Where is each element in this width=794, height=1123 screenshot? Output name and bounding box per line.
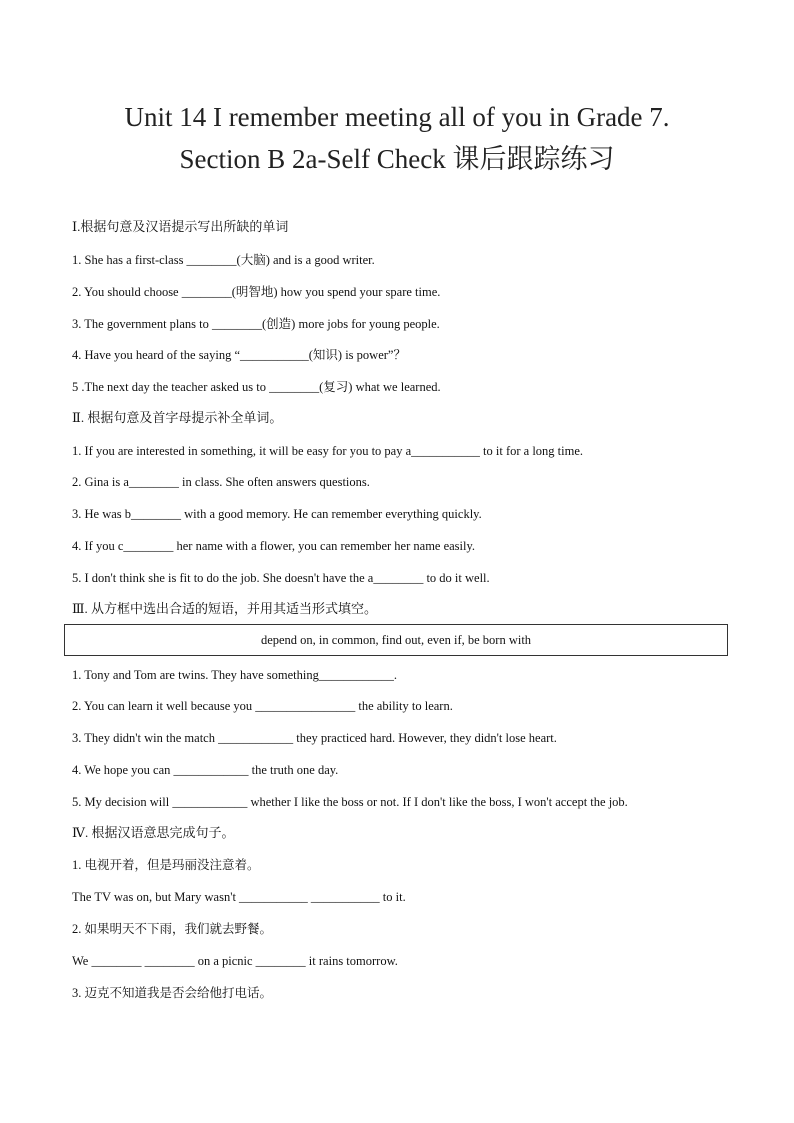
section1-item-3: 3. The government plans to ________(创造) more jobs for young people.: [72, 317, 440, 331]
section2-item-5: 5. I don't think she is fit to do the job. She doesn't have the a________ to do it well.: [72, 571, 490, 585]
phrase-box: [64, 624, 728, 656]
section3-item-4: 4. We hope you can ____________ the truth one day.: [72, 763, 339, 777]
section4-item-1-en: The TV was on, but Mary wasn't ___________ ___________ to it.: [72, 890, 406, 904]
section2-item-4: 4. If you c________ her name with a flower, you can remember her name easily.: [72, 539, 476, 553]
section2-item-3: 3. He was b________ with a good memory. He can remember everything quickly.: [72, 507, 482, 521]
section3-item-1: 1. Tony and Tom are twins. They have something____________.: [72, 668, 397, 682]
section4-heading: Ⅳ. 根据汉语意思完成句子。: [72, 825, 235, 840]
section3-item-5: 5. My decision will ____________ whether I like the boss or not. If I don't like the boss, I won't accept the job.: [72, 795, 628, 809]
section1-item-2: 2. You should choose ________(明智地) how you spend your spare time.: [72, 285, 441, 299]
section4-item-2-en: We ________ ________ on a picnic ________ it rains tomorrow.: [72, 954, 398, 968]
section4-item-2-cn: 2. 如果明天不下雨，我们就去野餐。: [72, 922, 273, 936]
section3-heading: Ⅲ. 从方框中选出合适的短语，并用其适当形式填空。: [72, 601, 378, 616]
page-title-line2: Section B 2a-Self Check 课后跟踪练习: [179, 144, 615, 174]
section2-heading: Ⅱ. 根据句意及首字母提示补全单词。: [72, 410, 283, 425]
phrase-box-text: depend on, in common, find out, even if, be born with: [260, 632, 532, 647]
section1-item-4: 4. Have you heard of the saying “___________(知识) is power”？: [72, 348, 406, 362]
section4-item-1-cn: 1. 电视开着，但是玛丽没注意着。: [72, 858, 260, 872]
section4-item-3-cn: 3. 迈克不知道我是否会给他打电话。: [72, 986, 273, 1000]
section1-item-1: 1. She has a first-class ________(大脑) and is a good writer.: [72, 253, 375, 267]
section2-item-1: 1. If you are interested in something, it will be easy for you to pay a___________ to it for a long time.: [72, 444, 584, 458]
section1-item-5: 5 .The next day the teacher asked us to ________(复习) what we learned.: [72, 380, 441, 394]
section1-heading: Ⅰ.根据句意及汉语提示写出所缺的单词: [72, 219, 289, 234]
section3-item-2: 2. You can learn it well because you ________________ the ability to learn.: [72, 699, 453, 713]
section2-item-2: 2. Gina is a________ in class. She often answers questions.: [72, 475, 370, 489]
section3-item-3: 3. They didn't win the match ____________ they practiced hard. However, they didn't lose heart.: [72, 731, 557, 745]
page-title-line1: Unit 14 I remember meeting all of you in Grade 7.: [124, 102, 670, 132]
